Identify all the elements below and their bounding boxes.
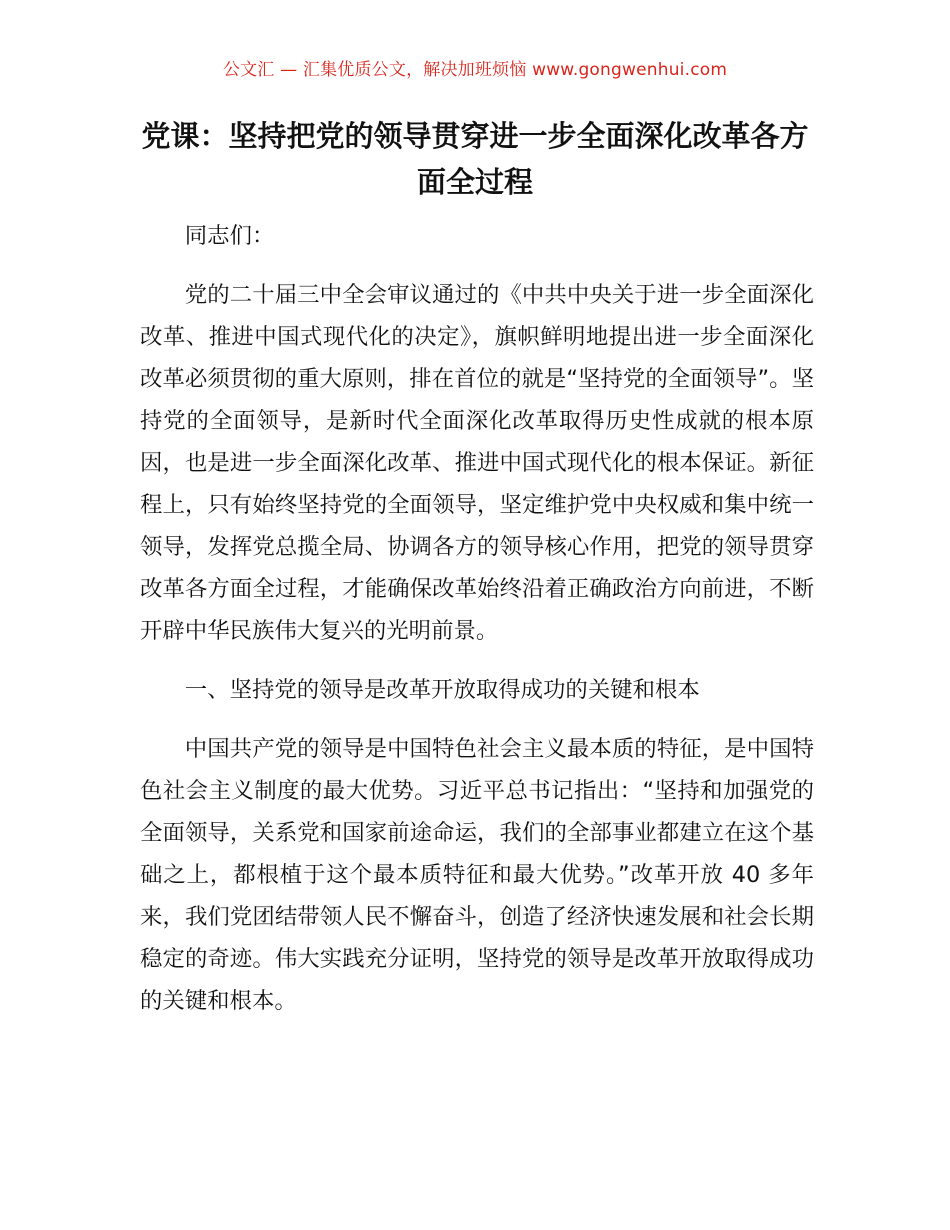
document-body bbox=[140, 215, 814, 1039]
intro-paragraph: 党的二十届三中全会审议通过的《中共中央关于进一步全面深化改革、推进中国式现代化的决定》，旗帜鲜明地提出进一步全面深化改革必须贯彻的重大原则，排在首位的就是“坚持党的全面领导”。坚持党的全面领导，是新时代全面深化改革取得历史性成就的根本原因，也是进一步全面深化改革、推进中国式现代化的根本保证。新征程上，只有始终坚持党的全面领导，坚定维护党中央权威和集中统一领导，发挥党总揽全局、协调各方的领导核心作用，把党的领导贯穿改革各方面全过程，才能确保改革始终沿着正确政治方向前进，不断开辟中华民族伟大复兴的光明前景。 bbox=[140, 282, 814, 644]
section-heading-1: 一、坚持党的领导是改革开放取得成功的关键和根本 bbox=[184, 677, 700, 703]
salutation: 同志们： bbox=[184, 223, 275, 249]
section-1-paragraph: 中国共产党的领导是中国特色社会主义最本质的特征，是中国特色社会主义制度的最大优势。习近平总书记指出：“坚持和加强党的全面领导，关系党和国家前途命运，我们的全部事业都建立在这个基础之上，都根植于这个最本质特征和最大优势。”改革开放 40 多年来，我们党团结带领人民不懈奋斗，创造了经济快速发展和社会长期稳定的奇迹。伟大实践充分证明，坚持党的领导是改革开放取得成功的关键和根本。 bbox=[140, 736, 814, 1014]
header-banner: 公文汇 — 汇集优质公文，解决加班烦恼 www.gongwenhui.com bbox=[222, 60, 728, 80]
document-title: 党课：坚持把党的领导贯穿进一步全面深化改革各方面全过程 bbox=[141, 119, 809, 199]
